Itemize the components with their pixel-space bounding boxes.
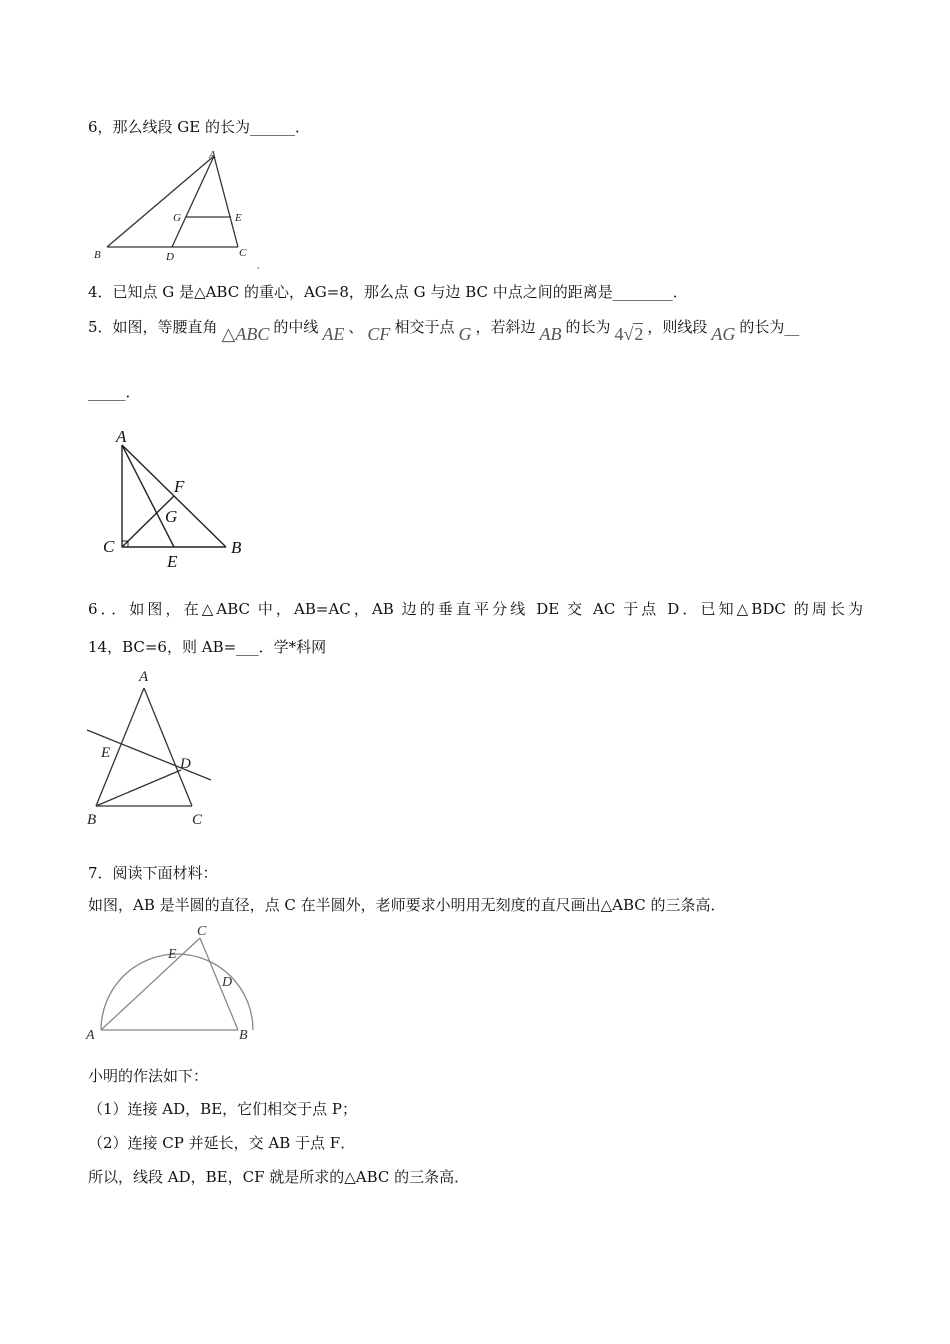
method-conclusion: 所以，线段 AD，BE，CF 就是所求的△ABC 的三条高． bbox=[88, 1168, 470, 1186]
figure-isosceles-bisector bbox=[84, 666, 224, 828]
fig3-label-d: D bbox=[180, 756, 191, 772]
figure-triangle-median bbox=[90, 148, 260, 273]
fig2-label-e: E bbox=[167, 552, 178, 571]
fig1-label-b: B bbox=[94, 249, 101, 261]
fig3-label-b: B bbox=[87, 812, 97, 828]
fig2-label-a: A bbox=[116, 427, 127, 446]
question-line-ge: 6，那么线段 GE 的长为______． bbox=[88, 118, 311, 136]
figure-right-triangle bbox=[100, 423, 260, 573]
question-4: 4．已知点 G 是△ABC 的重心，AG=8，那么点 G 与边 BC 中点之间的距离是________． bbox=[88, 283, 688, 301]
method-title: 小明的作法如下： bbox=[88, 1067, 209, 1085]
fig4-label-a: A bbox=[86, 1028, 95, 1043]
fig4-label-b: B bbox=[239, 1028, 248, 1043]
fig1-label-a: A bbox=[209, 149, 216, 161]
figure-semicircle bbox=[84, 922, 264, 1047]
fig1-label-e: E bbox=[235, 212, 242, 224]
question-6-line2: 14，BC=6，则 AB=___．学*科网 bbox=[88, 638, 327, 656]
fig4-label-e: E bbox=[168, 947, 177, 962]
question-7-desc: 如图，AB 是半圆的直径，点 C 在半圆外，老师要求小明用无刻度的直尺画出△ABC 的三条高． bbox=[88, 896, 726, 914]
fig2-label-g: G bbox=[165, 507, 178, 526]
method-step-2: （2）连接 CP 并延长，交 AB 于点 F． bbox=[88, 1134, 356, 1152]
question-5: 5．如图，等腰直角 △ABC 的中线 AE 、 CF 相交于点 G ，若斜边 AB 的长为 4√2 ，则线段 AG 的长为__ bbox=[88, 318, 800, 344]
question-6-line1: 6．．如图，在△ABC 中，AB=AC，AB 边的垂直平分线 DE 交 AC 于点 D．已知△BDC 的周长为 bbox=[88, 600, 863, 618]
fig3-label-e: E bbox=[101, 745, 111, 761]
fig1-label-d: D bbox=[166, 251, 174, 263]
fig3-label-c: C bbox=[192, 812, 203, 828]
fig3-label-a: A bbox=[139, 669, 149, 685]
fig1-label-g: G bbox=[173, 212, 181, 224]
method-step-1: （1）连接 AD，BE，它们相交于点 P； bbox=[88, 1100, 358, 1118]
fig2-label-c: C bbox=[103, 537, 115, 556]
fig2-label-b: B bbox=[231, 538, 242, 557]
fig2-label-f: F bbox=[174, 477, 185, 496]
question-7-title: 7．阅读下面材料： bbox=[88, 864, 218, 882]
fig1-label-c: C bbox=[239, 247, 247, 259]
fig4-label-c: C bbox=[197, 924, 207, 939]
question-5-blank: _____． bbox=[88, 383, 141, 401]
fig4-label-d: D bbox=[222, 975, 233, 990]
